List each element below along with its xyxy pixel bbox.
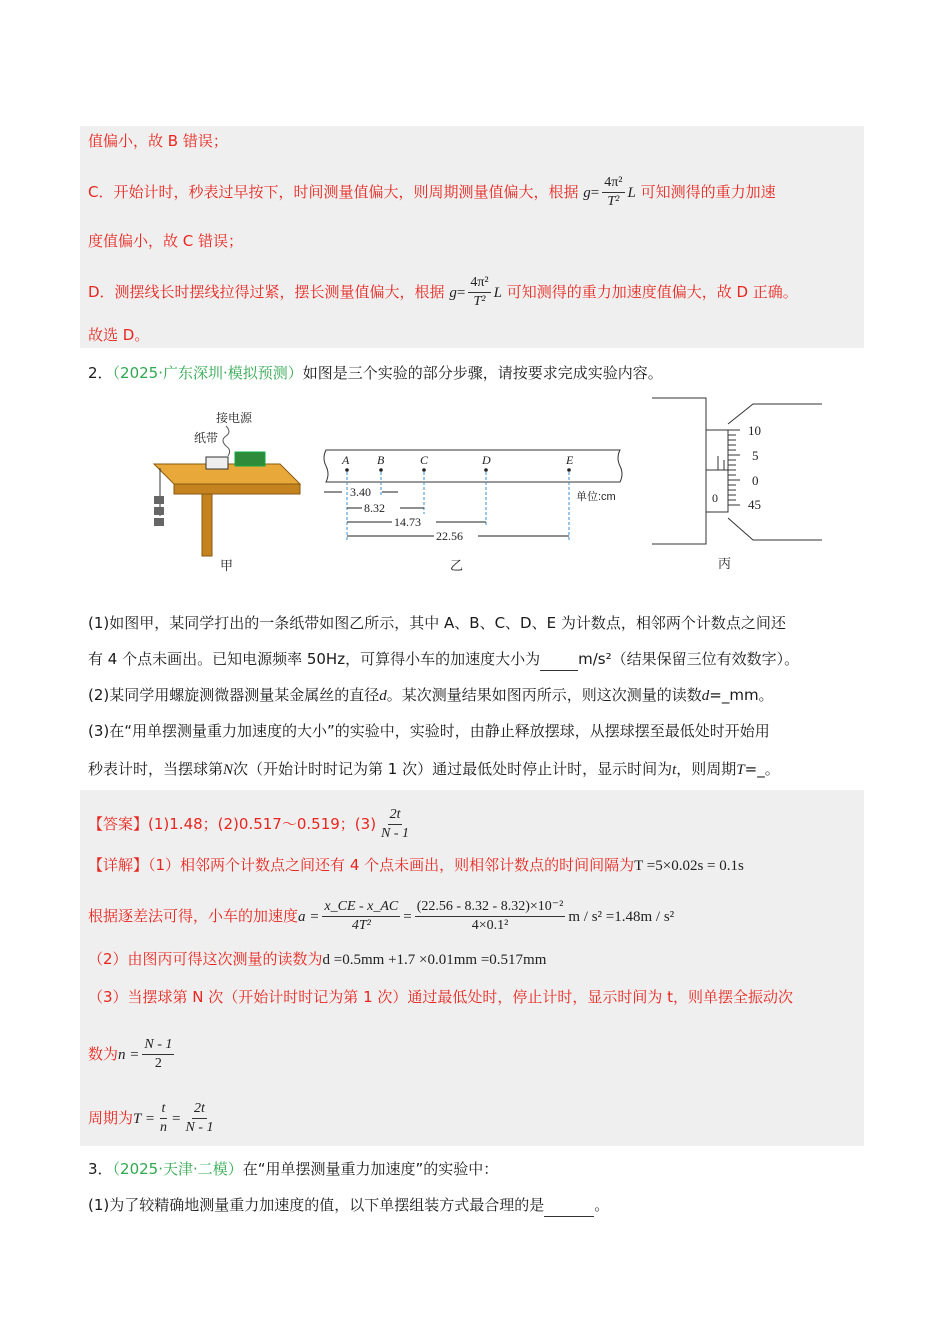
prev-option-c: C．开始计时，秒表过早按下，时间测量值偏大，则周期测量值偏大，根据 g= $\frac{\text{4π²}}{\text{T²}}$ L 可知测得的重力加速 xyxy=(88,175,776,209)
q2-detail-3: （2）由图丙可得这次测量的读数为d =0.5mm +1.7 ×0.01mm =0.517mm xyxy=(88,950,547,968)
prev-option-d: D．测摆线长时摆线拉得过紧，摆长测量值偏大，根据 g= $\frac{\text{4π²}}{\text{T²}}$ L 可知测得的重力加速度值偏大，故 D 正确。 xyxy=(88,275,798,309)
point-label-b: B xyxy=(377,453,385,467)
point-label-e: E xyxy=(566,453,574,467)
answer-blank-1[interactable] xyxy=(540,648,578,671)
unit-label: 单位:cm xyxy=(576,491,616,503)
distance-ae: 22.56 xyxy=(436,529,463,543)
prev-line1: 值偏小，故 B 错误； xyxy=(88,132,228,150)
svg-text:0: 0 xyxy=(752,473,759,488)
q2-detail-4: （3）当摆球第 N 次（开始计时时记为第 1 次）通过最低处时，停止计时，显示时间为 t，则单摆全振动次 xyxy=(88,988,794,1006)
q2-detail-6: 周期为T = $\frac{t}{n}$ = $\frac{2t}{N - 1}$ xyxy=(88,1101,214,1135)
svg-text:纸带: 纸带 xyxy=(194,431,219,445)
point-label-c: C xyxy=(420,453,429,467)
svg-text:乙: 乙 xyxy=(450,558,464,573)
svg-text:5: 5 xyxy=(752,448,759,463)
distance-ad: 14.73 xyxy=(394,515,421,529)
svg-text:甲: 甲 xyxy=(220,558,234,573)
point-label-a: A xyxy=(342,453,350,467)
q3-part1: (1)为了较精确地测量重力加速度的值，以下单摆组装方式最合理的是 。 xyxy=(88,1194,609,1217)
answer-blank-q3[interactable] xyxy=(544,1194,594,1217)
svg-text:丙: 丙 xyxy=(718,556,732,571)
q2-part1-line1: (1)如图甲，某同学打出的一条纸带如图乙所示，其中 A、B、C、D、E 为计数点，相邻两个计数点之间还 xyxy=(88,614,786,632)
q2-part3-line1: (3)在“用单摆测量重力加速度的大小”的实验中，实验时，由静止释放摆球，从摆球摆至最低处时开始用 xyxy=(88,722,770,740)
q2-header: 2．（2025·广东深圳·模拟预测）如图是三个实验的部分步骤，请按要求完成实验内容。 xyxy=(88,364,663,382)
prev-option-c-line2: 度值偏小，故 C 错误； xyxy=(88,232,244,250)
figure-bing-micrometer xyxy=(648,394,828,574)
point-label-d: D xyxy=(482,453,491,467)
q2-part2: (2)某同学用螺旋测微器测量某金属丝的直径d。某次测量结果如图丙所示，则这次测量的读数d=_mm。 xyxy=(88,686,774,704)
svg-text:10: 10 xyxy=(748,423,761,438)
svg-text:接电源: 接电源 xyxy=(216,411,253,425)
q2-detail-2: 根据逐差法可得，小车的加速度a = $\frac{x\_CE - x\_AC}{\text{4T²}}$ = $\frac{\text{(22.56 - 8.32 - 8.32)×10⁻²}}{\text{4×0.1²}}$ m / s² =1.48m / s² xyxy=(88,899,675,933)
q3-header: 3．（2025·天津·二模）在“用单摆测量重力加速度”的实验中： xyxy=(88,1160,499,1178)
svg-text:45: 45 xyxy=(748,497,761,512)
svg-text:0: 0 xyxy=(712,491,718,505)
q2-detail-1: 【详解】（1）相邻两个计数点之间还有 4 个点未画出，则相邻计数点的时间间隔为T =5×0.02s = 0.1s xyxy=(88,856,744,874)
q2-part1-line2: 有 4 个点未画出。已知电源频率 50Hz，可算得小车的加速度大小为 m/s²（结果保留三位有效数字）。 xyxy=(88,648,799,671)
q2-answer: 【答案】(1)1.48；(2)0.517～0.519；(3) $\frac{2t}{N - 1}$ xyxy=(88,807,410,841)
figure-yi-tape xyxy=(320,448,630,578)
distance-ac: 8.32 xyxy=(364,501,385,515)
distance-ab: 3.40 xyxy=(350,485,371,499)
q2-detail-5: 数为n = $\frac{N - 1}{2}$ xyxy=(88,1037,173,1071)
figure-jia xyxy=(140,404,310,584)
prev-conclusion: 故选 D。 xyxy=(88,326,150,344)
q2-part3-line2: 秒表计时，当摆球第N次（开始计时时记为第 1 次）通过最低处时停止计时，显示时间为t，则周期T=_。 xyxy=(88,760,780,778)
